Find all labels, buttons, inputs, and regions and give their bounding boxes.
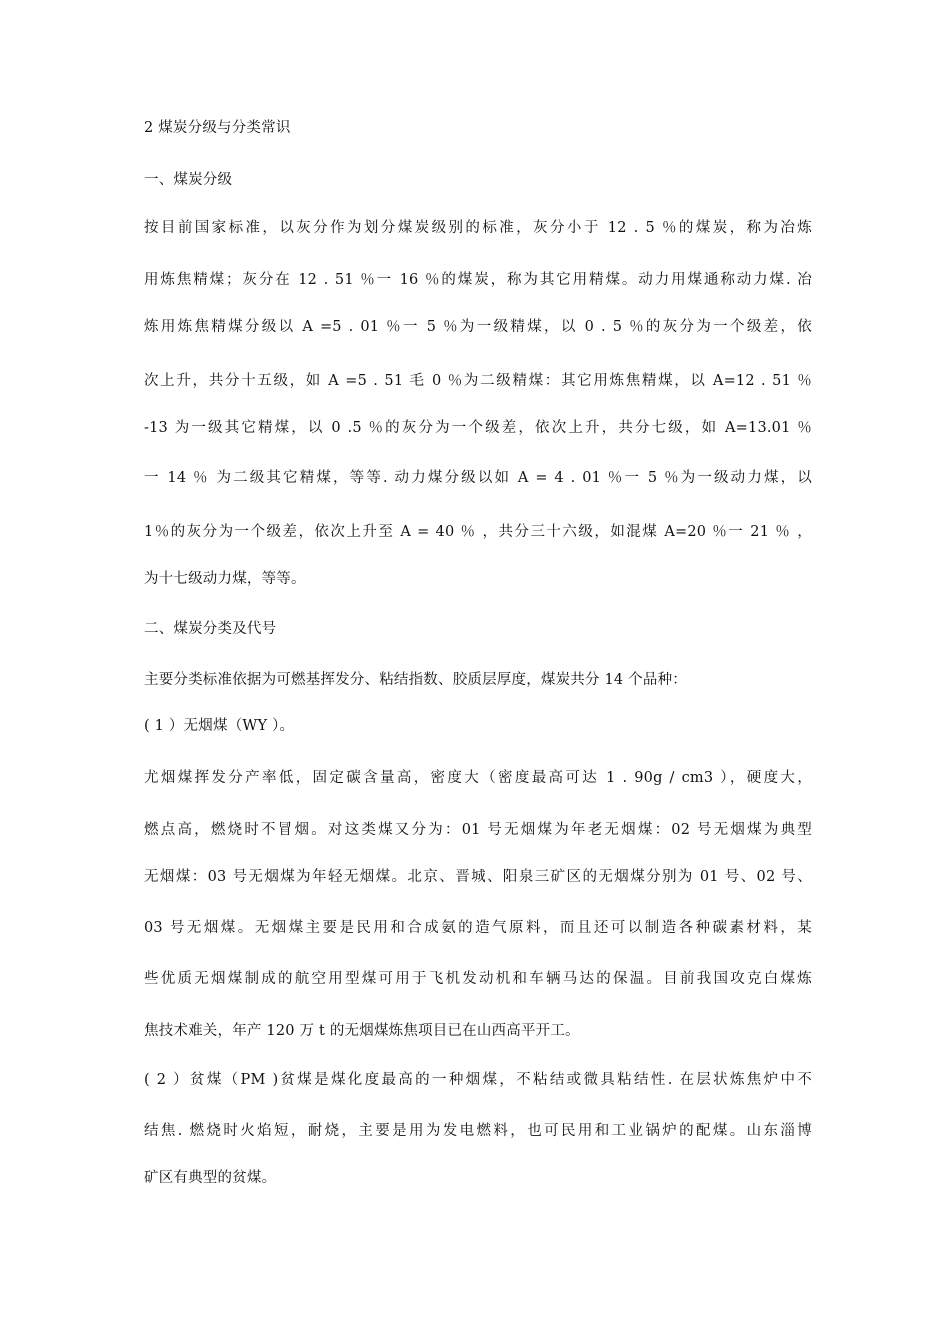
paragraph-line: 03 号无烟煤。无烟煤主要是民用和合成氨的造气原料，而且还可以制造各种碳素材料，某 [144,920,812,936]
paragraph-line: 无烟煤：03 号无烟煤为年轻无烟煤。北京、晋城、阳泉三矿区的无烟煤分别为 01 号、02 号、 [144,869,812,885]
paragraph-line: 1％的灰分为一个级差，依次上升至 A = 40 ％ ，共分三十六级，如混煤 A=20 ％一 21 ％ ， [144,524,812,540]
section-heading-coal-grading: 一、煤炭分级 [144,172,233,188]
paragraph-line: 为十七级动力煤，等等。 [144,571,306,587]
item-lean-coal-line: ( 2 ）贫煤（PM )贫煤是煤化度最高的一种烟煤，不粘结或微具粘结性. 在层状炼焦炉中不 [144,1072,812,1088]
paragraph-line: 尤烟煤挥发分产率低，固定碳含量高，密度大（密度最高可达 1 . 90g / cm3 ），硬度大， [144,770,812,786]
paragraph-line: 些优质无烟煤制成的航空用型煤可用于飞机发动机和车辆马达的保温。目前我国攻克白煤炼 [144,971,812,987]
paragraph-line: 炼用炼焦精煤分级以 A =5 . 01 ％一 5 ％为一级精煤，以 0 . 5 ％的灰分为一个级差，依 [144,319,812,335]
item-title-anthracite: ( 1 ）无烟煤（WY ）。 [144,718,295,734]
section-heading-coal-classification: 二、煤炭分类及代号 [144,621,277,637]
paragraph-line: 次上升，共分十五级，如 A =5 . 51 毛 0 ％为二级精煤：其它用炼焦精煤，以 A=12 . 51 ％ [144,373,812,389]
paragraph-line: -13 为一级其它精煤，以 0 .5 ％的灰分为一个级差，依次上升，共分七级，如 A=13.01 ％ [144,420,812,436]
document-title: 2 煤炭分级与分类常识 [144,120,291,136]
paragraph-line: 用炼焦精煤；灰分在 12 . 51 ％一 16 ％的煤炭，称为其它用精煤。动力用煤通称动力煤. 冶 [144,272,812,288]
paragraph-line: 燃点高，燃烧时不冒烟。对这类煤又分为：01 号无烟煤为年老无烟煤：02 号无烟煤为典型 [144,822,812,838]
paragraph-line: 结焦. 燃烧时火焰短，耐烧，主要是用为发电燃料，也可民用和工业锅炉的配煤。山东淄博 [144,1123,812,1139]
classification-intro: 主要分类标准依据为可燃基挥发分、粘结指数、胶质层厚度，煤炭共分 14 个品种： [144,672,687,688]
paragraph-line: 按目前国家标准，以灰分作为划分煤炭级别的标准，灰分小于 12 . 5 ％的煤炭，称为冶炼 [144,220,812,236]
paragraph-line: 矿区有典型的贫煤。 [144,1170,277,1186]
paragraph-line: 焦技术难关，年产 120 万 t 的无烟煤炼焦项目已在山西高平开工。 [144,1023,580,1039]
paragraph-line: 一 14 ％ 为二级其它精煤，等等. 动力煤分级以如 A = 4 . 01 ％一 5 ％为一级动力煤，以 [144,470,812,486]
